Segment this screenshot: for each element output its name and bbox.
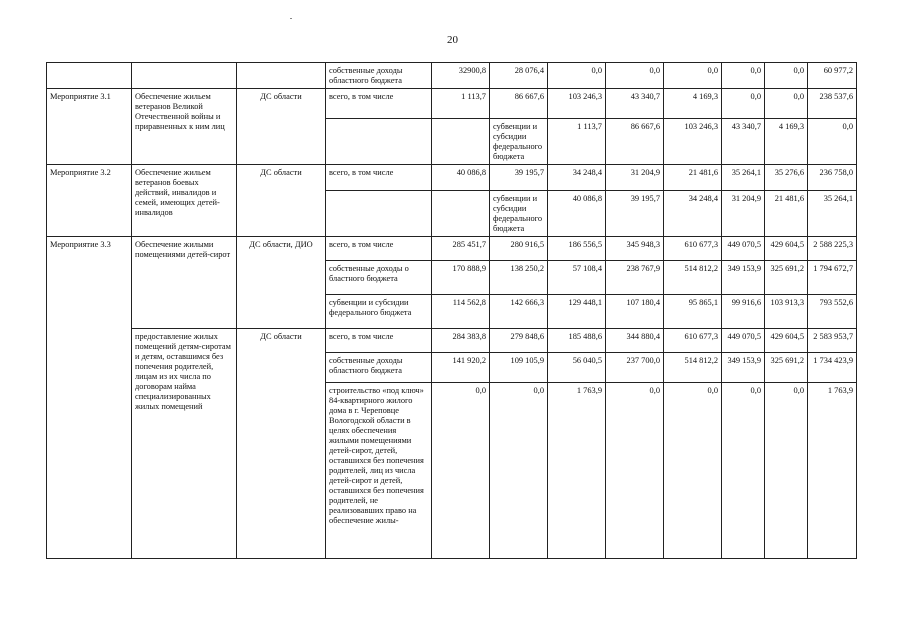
- value-cell: 138 250,2: [490, 261, 548, 295]
- activity-cell: Мероприятие 3.1: [47, 89, 132, 165]
- value-cell: 34 248,4: [548, 165, 606, 191]
- description-cell: предоставление жилых помещений детям-сиротам и детям, оставшимся без попечения родителей, лицам из их числа по договорам найма специализированных жилых помещений: [132, 329, 237, 559]
- funding-source-cell: собственные доходы областного бюджета: [326, 353, 432, 383]
- value-cell: 32900,8: [432, 63, 490, 89]
- value-cell: 31 204,9: [722, 191, 765, 237]
- value-cell: 0,0: [765, 89, 808, 119]
- value-cell: 0,0: [722, 383, 765, 559]
- activity-cell: Мероприятие 3.3: [47, 237, 132, 559]
- value-cell: 280 916,5: [490, 237, 548, 261]
- value-cell: 103 246,3: [548, 89, 606, 119]
- value-cell: 43 340,7: [722, 119, 765, 165]
- value-cell: 35 276,6: [765, 165, 808, 191]
- total-value-cell: 236 758,0: [808, 165, 857, 191]
- value-cell: 0,0: [664, 383, 722, 559]
- value-cell: 86 667,6: [490, 89, 548, 119]
- value-cell: 21 481,6: [765, 191, 808, 237]
- value-cell: 21 481,6: [664, 165, 722, 191]
- total-value-cell: 60 977,2: [808, 63, 857, 89]
- value-cell: 0,0: [432, 383, 490, 559]
- value-cell: 610 677,3: [664, 237, 722, 261]
- value-cell: 285 451,7: [432, 237, 490, 261]
- value-cell: 0,0: [490, 383, 548, 559]
- value-cell: 39 195,7: [606, 191, 664, 237]
- value-cell: 345 948,3: [606, 237, 664, 261]
- description-cell: [326, 191, 432, 237]
- table-row: [47, 63, 857, 89]
- value-cell: 0,0: [765, 383, 808, 559]
- value-cell: 57 108,4: [548, 261, 606, 295]
- funding-source-cell: всего, в том числе: [326, 329, 432, 353]
- funding-source-cell: всего, в том числе: [326, 237, 432, 261]
- funding-source-cell: субвенции и субсидии федерального бюджета: [490, 119, 548, 165]
- value-cell: 43 340,7: [606, 89, 664, 119]
- description-cell: [326, 119, 432, 165]
- table-row: [47, 237, 857, 261]
- value-cell: 514 812,2: [664, 261, 722, 295]
- value-cell: 4 169,3: [765, 119, 808, 165]
- table-row: [47, 329, 857, 353]
- scan-speck: [290, 18, 292, 19]
- value-cell: 514 812,2: [664, 353, 722, 383]
- total-value-cell: 1 734 423,9: [808, 353, 857, 383]
- value-cell: 109 105,9: [490, 353, 548, 383]
- total-value-cell: 1 794 672,7: [808, 261, 857, 295]
- description-cell: [132, 63, 237, 89]
- value-cell: 610 677,3: [664, 329, 722, 353]
- value-cell: 86 667,6: [606, 119, 664, 165]
- table-row: [47, 165, 857, 191]
- executor-cell: ДС области: [237, 329, 326, 559]
- value-cell: 35 264,1: [808, 191, 857, 237]
- executor-cell: ДС области: [237, 89, 326, 165]
- value-cell: 349 153,9: [722, 261, 765, 295]
- value-cell: 429 604,5: [765, 329, 808, 353]
- funding-source-cell: собственные доходы о бластного бюджета: [326, 261, 432, 295]
- value-cell: 114 562,8: [432, 295, 490, 329]
- value-cell: 0,0: [664, 63, 722, 89]
- value-cell: 35 264,1: [722, 165, 765, 191]
- value-cell: 0,0: [606, 63, 664, 89]
- description-cell: Обеспечение жильем ветеранов боевых действий, инвалидов и семей, имеющих детей-инвалидов: [132, 165, 237, 237]
- value-cell: 0,0: [722, 89, 765, 119]
- value-cell: 141 920,2: [432, 353, 490, 383]
- funding-source-cell: строительство «под ключ» 84-квартирного жилого дома в г. Череповце Вологодской области в целях обеспечения жилыми помещениями детей-сирот, детей, оставшихся без попечения родителей, лиц из числа детей-сирот и детей, оставшихся без попечения родителей, не реализовавших право на обеспечение жилы-: [326, 383, 432, 559]
- table-row: [47, 89, 857, 119]
- value-cell: 284 383,8: [432, 329, 490, 353]
- value-cell: 0,0: [606, 383, 664, 559]
- value-cell: 4 169,3: [664, 89, 722, 119]
- value-cell: 349 153,9: [722, 353, 765, 383]
- value-cell: 238 767,9: [606, 261, 664, 295]
- description-cell: Обеспечение жильем ветеранов Великой Отечественной войны и приравненных к ним лиц: [132, 89, 237, 165]
- value-cell: 1 763,9: [548, 383, 606, 559]
- value-cell: 95 865,1: [664, 295, 722, 329]
- total-value-cell: 793 552,6: [808, 295, 857, 329]
- value-cell: 449 070,5: [722, 237, 765, 261]
- total-value-cell: 2 583 953,7: [808, 329, 857, 353]
- value-cell: 185 488,6: [548, 329, 606, 353]
- value-cell: 31 204,9: [606, 165, 664, 191]
- funding-source-cell: субвенции и субсидии федерального бюджета: [490, 191, 548, 237]
- value-cell: 40 086,8: [548, 191, 606, 237]
- page-number: 20: [447, 34, 458, 46]
- value-cell: 325 691,2: [765, 353, 808, 383]
- total-value-cell: 2 588 225,3: [808, 237, 857, 261]
- value-cell: 186 556,5: [548, 237, 606, 261]
- value-cell: 237 700,0: [606, 353, 664, 383]
- value-cell: 279 848,6: [490, 329, 548, 353]
- value-cell: 1 113,7: [432, 89, 490, 119]
- executor-cell: [432, 119, 490, 165]
- value-cell: 344 880,4: [606, 329, 664, 353]
- value-cell: 39 195,7: [490, 165, 548, 191]
- value-cell: 34 248,4: [664, 191, 722, 237]
- total-value-cell: 238 537,6: [808, 89, 857, 119]
- value-cell: 99 916,6: [722, 295, 765, 329]
- description-cell: Обеспечение жилыми помещениями детей-сирот: [132, 237, 237, 329]
- total-value-cell: 1 763,9: [808, 383, 857, 559]
- funding-source-cell: всего, в том числе: [326, 165, 432, 191]
- value-cell: 429 604,5: [765, 237, 808, 261]
- value-cell: 40 086,8: [432, 165, 490, 191]
- value-cell: 142 666,3: [490, 295, 548, 329]
- executor-cell: [237, 63, 326, 89]
- funding-source-cell: собственные доходы областного бюджета: [326, 63, 432, 89]
- value-cell: 28 076,4: [490, 63, 548, 89]
- funding-source-cell: субвенции и субсидии федерального бюджета: [326, 295, 432, 329]
- value-cell: 56 040,5: [548, 353, 606, 383]
- value-cell: 170 888,9: [432, 261, 490, 295]
- value-cell: 0,0: [722, 63, 765, 89]
- value-cell: 0,0: [765, 63, 808, 89]
- funding-source-cell: всего, в том числе: [326, 89, 432, 119]
- value-cell: 0,0: [808, 119, 857, 165]
- value-cell: 325 691,2: [765, 261, 808, 295]
- activity-cell: [47, 63, 132, 89]
- budget-table: [46, 62, 857, 559]
- value-cell: 449 070,5: [722, 329, 765, 353]
- value-cell: 1 113,7: [548, 119, 606, 165]
- value-cell: 103 246,3: [664, 119, 722, 165]
- activity-cell: Мероприятие 3.2: [47, 165, 132, 237]
- value-cell: 0,0: [548, 63, 606, 89]
- executor-cell: [432, 191, 490, 237]
- value-cell: 107 180,4: [606, 295, 664, 329]
- value-cell: 129 448,1: [548, 295, 606, 329]
- value-cell: 103 913,3: [765, 295, 808, 329]
- executor-cell: ДС области, ДИО: [237, 237, 326, 329]
- executor-cell: ДС области: [237, 165, 326, 237]
